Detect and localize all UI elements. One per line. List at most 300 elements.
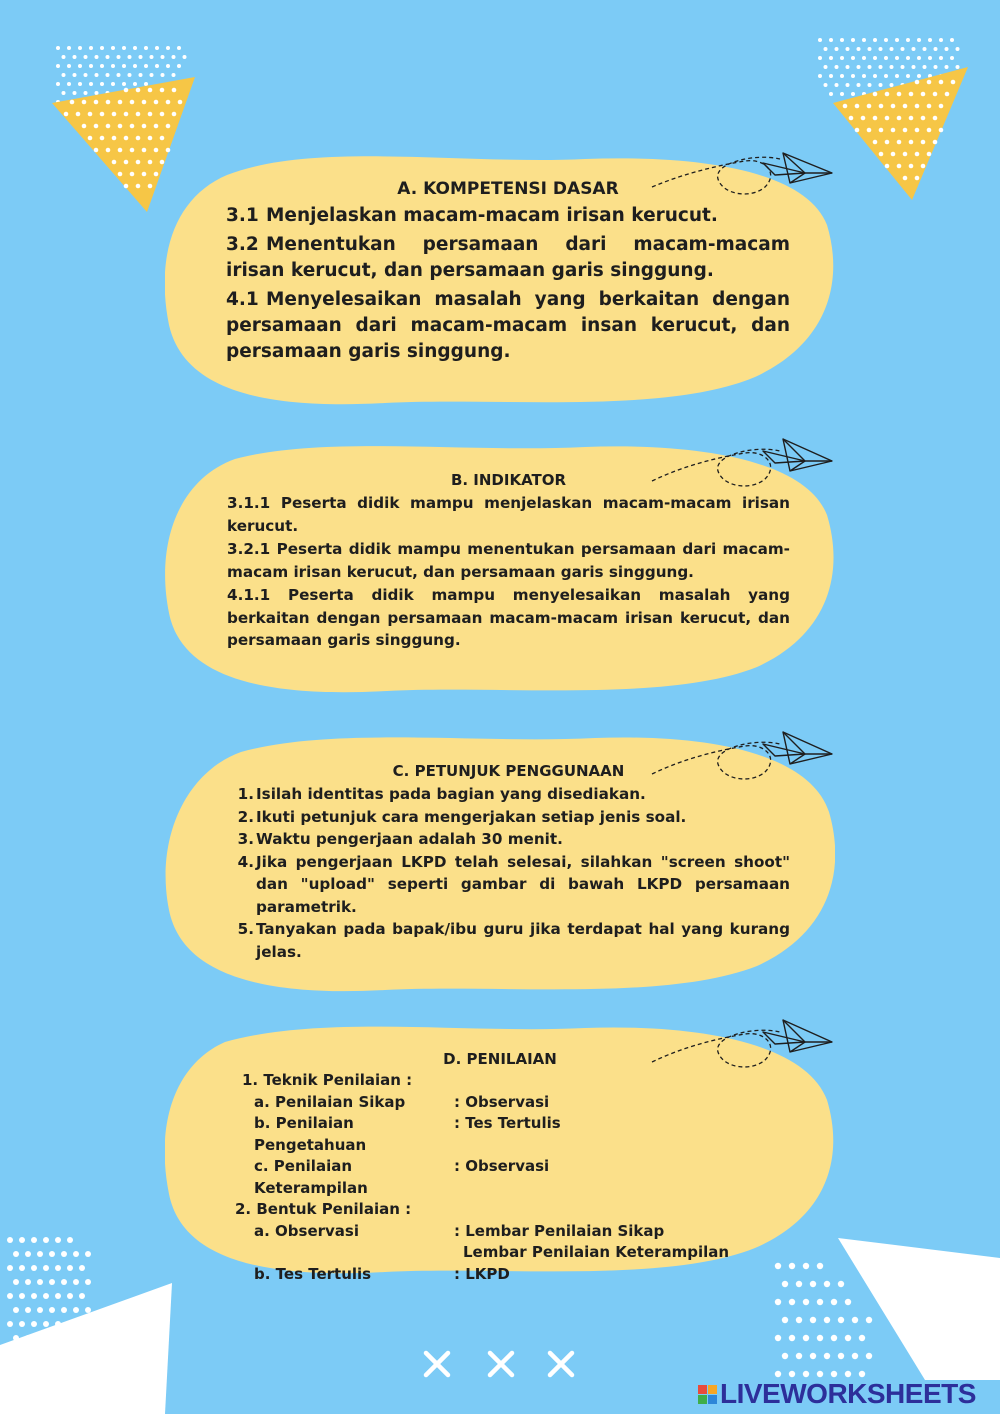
decor-dot [851, 56, 855, 60]
decor-dot [840, 38, 844, 42]
decor-dot [89, 46, 93, 50]
decor-dot [49, 1251, 55, 1257]
decor-dot [136, 88, 141, 93]
decor-dot [118, 124, 123, 129]
decor-dot [912, 47, 916, 51]
decor-dot [31, 1293, 37, 1299]
decor-dot [909, 164, 914, 169]
decor-dot [933, 92, 938, 97]
decor-dot [79, 1293, 85, 1299]
decor-dot [840, 56, 844, 60]
decor-dot [838, 1353, 844, 1359]
decor-dot [939, 104, 944, 109]
indicator-item: 4.1.1 Peserta didik mampu menyelesaikan masalah yang berkaitan dengan persamaan macam-macam irisan kerucut, dan persamaan garis singgung. [227, 586, 790, 649]
decor-dot [94, 148, 99, 153]
decor-dot [884, 74, 888, 78]
decor-dot [13, 1251, 19, 1257]
decor-dot [775, 1371, 781, 1377]
decor-dot [111, 82, 115, 86]
decor-dot [906, 74, 910, 78]
decor-dot [891, 104, 896, 109]
decor-dot [73, 91, 77, 95]
decor-dot [891, 152, 896, 157]
decor-dot [855, 128, 860, 133]
decor-dot [915, 80, 920, 85]
decor-dot [100, 112, 105, 117]
decor-dot [855, 104, 860, 109]
decor-dot [824, 65, 828, 69]
decor-dot [906, 38, 910, 42]
teknik-list [235, 1092, 790, 1200]
decor-dot [927, 128, 932, 133]
decor-dot [909, 92, 914, 97]
decor-dot [895, 56, 899, 60]
decor-dot [885, 164, 890, 169]
decor-dot [49, 1307, 55, 1313]
decor-dot [49, 1279, 55, 1285]
decor-dot [921, 164, 926, 169]
decor-dot [897, 164, 902, 169]
decor-dot [843, 104, 848, 109]
decor-dot [923, 65, 927, 69]
decor-dot [56, 46, 60, 50]
teknik-row: c. Penilaian Keterampilan : Observasi [254, 1157, 550, 1197]
decor-dot [879, 83, 883, 87]
decor-dot [124, 160, 129, 165]
decor-dot [7, 1321, 13, 1327]
decor-dot [79, 1265, 85, 1271]
decor-dot [166, 124, 171, 129]
decor-dot [824, 47, 828, 51]
list-item: 5. Tanyakan pada bapak/ibu guru jika terdapat hal yang kurang jelas. [237, 920, 790, 961]
decor-dot [31, 1321, 37, 1327]
decor-dot [82, 124, 87, 129]
decor-dot [100, 82, 104, 86]
decor-dot [796, 1281, 802, 1287]
decor-dot [915, 128, 920, 133]
card-penilaian [165, 1016, 835, 1283]
decor-dot [831, 1371, 837, 1377]
decor-dot [76, 112, 81, 117]
decor-dot [956, 47, 960, 51]
bentuk-row: b. Tes Tertulis : LKPD [254, 1264, 510, 1283]
decor-dot [177, 64, 181, 68]
decor-dot [37, 1251, 43, 1257]
decor-dot [55, 1265, 61, 1271]
decor-dot [885, 116, 890, 121]
decor-dot [148, 184, 153, 189]
decor-dot [928, 56, 932, 60]
decor-dot [903, 128, 908, 133]
decor-dot [868, 65, 872, 69]
decor-dot [915, 104, 920, 109]
decor-dot [142, 100, 147, 105]
decor-dot [136, 184, 141, 189]
decor-dot [897, 116, 902, 121]
decor-dot [19, 1265, 25, 1271]
decor-dot [122, 64, 126, 68]
decor-dot [130, 172, 135, 177]
decor-dot [927, 152, 932, 157]
decor-dot [845, 1299, 851, 1305]
decor-dot [118, 100, 123, 105]
decor-dot [19, 1293, 25, 1299]
list-item: 4. Jika pengerjaan LKPD telah selesai, silahkan "screen shoot" dan "upload" seperti gambar di bawah LKPD persamaan parametrik. [237, 852, 790, 916]
decor-dot [112, 160, 117, 165]
decor-dot [62, 91, 66, 95]
decor-dot [130, 124, 135, 129]
decor-dot [89, 82, 93, 86]
decor-dot [782, 1317, 788, 1323]
decor-dot [818, 38, 822, 42]
decor-dot [67, 46, 71, 50]
decor-dot [867, 104, 872, 109]
decor-dot [56, 64, 60, 68]
decor-dot [849, 116, 854, 121]
decor-dot [142, 148, 147, 153]
card-petunjuk-penggunaan [165, 728, 835, 1000]
decor-dot [803, 1335, 809, 1341]
decor-dot [148, 88, 153, 93]
decor-dot [917, 74, 921, 78]
liveworksheets-logo-icon [698, 1385, 717, 1404]
decor-dot [172, 73, 176, 77]
decor-dot [73, 55, 77, 59]
decor-dot [859, 1371, 865, 1377]
decor-dot [78, 82, 82, 86]
decor-dot [84, 91, 88, 95]
decor-dot [67, 82, 71, 86]
bentuk-list [235, 1221, 790, 1286]
decor-dot [154, 100, 159, 105]
decor-dot [879, 65, 883, 69]
decor-dot [172, 112, 177, 117]
decor-dot [950, 38, 954, 42]
decor-dot [846, 83, 850, 87]
watermark-text: LIVEWORKSHEETS [720, 1378, 976, 1409]
decor-dot [824, 83, 828, 87]
decor-dot [775, 1335, 781, 1341]
decor-dot [161, 73, 165, 77]
decor-dot [917, 38, 921, 42]
decor-dot [903, 104, 908, 109]
kd-item: 3.1 Menjelaskan macam-macam irisan kerucut. [226, 205, 718, 226]
decor-dot [78, 46, 82, 50]
decor-dot [139, 55, 143, 59]
decor-dot [128, 55, 132, 59]
decor-dot [845, 1371, 851, 1377]
decor-dot [106, 55, 110, 59]
decor-dot [130, 100, 135, 105]
decor-dot [128, 73, 132, 77]
decor-dot [106, 100, 111, 105]
decor-dot [148, 136, 153, 141]
decor-dot [73, 73, 77, 77]
decor-dot [789, 1371, 795, 1377]
decor-dot [43, 1321, 49, 1327]
decor-dot [906, 56, 910, 60]
decor-dot [13, 1279, 19, 1285]
decor-dot [934, 47, 938, 51]
decor-dot [873, 38, 877, 42]
decor-dot [939, 56, 943, 60]
white-triangle-bottom-left [0, 1283, 172, 1414]
decor-dot [144, 46, 148, 50]
decor-dot [172, 88, 177, 93]
decor-dot [130, 148, 135, 153]
section-title: B. INDIKATOR [450, 471, 567, 489]
decor-dot [166, 64, 170, 68]
decor-dot [879, 128, 884, 133]
decor-dot [873, 116, 878, 121]
list-item: 1. Isilah identitas pada bagian yang disediakan. [237, 785, 646, 803]
decor-dot [100, 136, 105, 141]
decor-dot [831, 1299, 837, 1305]
decor-dot [106, 148, 111, 153]
section-title: C. PETUNJUK PENGGUNAAN [392, 762, 625, 780]
decor-dot [857, 65, 861, 69]
decor-dot [148, 160, 153, 165]
decor-dot [85, 1251, 91, 1257]
decor-dot [903, 152, 908, 157]
decor-dot [124, 184, 129, 189]
decor-dot [933, 140, 938, 145]
decor-dot [817, 1299, 823, 1305]
decor-dot [789, 1335, 795, 1341]
decor-dot [835, 65, 839, 69]
decor-dot [7, 1293, 13, 1299]
list-item: 3. Waktu pengerjaan adalah 30 menit. [237, 830, 563, 848]
decor-dot [890, 47, 894, 51]
decor-dot [78, 64, 82, 68]
decor-dot [851, 38, 855, 42]
indicator-item: 3.1.1 Peserta didik mampu menjelaskan macam-macam irisan kerucut. [227, 494, 790, 535]
decor-dot [824, 1281, 830, 1287]
decor-dot [19, 1321, 25, 1327]
list-item: 2. Ikuti petunjuk cara mengerjakan setiap jenis soal. [237, 807, 687, 826]
decor-dot [956, 65, 960, 69]
decor-dot [148, 112, 153, 117]
decor-dot [923, 47, 927, 51]
decor-dot [873, 92, 878, 97]
bentuk-row: a. Observasi : Lembar Penilaian Sikap [254, 1221, 665, 1240]
decor-dot [775, 1299, 781, 1305]
decor-dot [62, 73, 66, 77]
decor-dot [73, 1279, 79, 1285]
decor-dot [934, 65, 938, 69]
decor-dot [61, 1279, 67, 1285]
decor-dot [133, 82, 137, 86]
decor-dot [67, 64, 71, 68]
decor-dot [7, 1265, 13, 1271]
decor-dot [885, 92, 890, 97]
decor-dot [70, 100, 75, 105]
decor-dot [818, 56, 822, 60]
decor-dot [183, 55, 187, 59]
decor-dot [927, 80, 932, 85]
decor-dot [37, 1307, 43, 1313]
decor-dot [852, 1353, 858, 1359]
decor-dot [945, 47, 949, 51]
decor-dot [879, 104, 884, 109]
decor-dot [25, 1279, 31, 1285]
decor-dot [838, 1281, 844, 1287]
decor-dot [859, 1335, 865, 1341]
card-kompetensi-dasar [165, 145, 835, 413]
decor-dot [862, 56, 866, 60]
decor-dot [909, 140, 914, 145]
decor-dot [884, 38, 888, 42]
decor-dot [155, 64, 159, 68]
decor-dot [111, 64, 115, 68]
decor-dot [909, 116, 914, 121]
decor-dot [112, 136, 117, 141]
decor-dot [817, 1371, 823, 1377]
decor-dot [835, 83, 839, 87]
decor-dot [829, 56, 833, 60]
teknik-row: b. Penilaian Pengetahuan : Tes Tertulis [254, 1114, 561, 1154]
decor-dot [873, 74, 877, 78]
card-indikator [165, 437, 835, 702]
decor-dot [172, 55, 176, 59]
yellow-triangle-top-right [833, 67, 968, 200]
x-marks [426, 1353, 572, 1375]
decor-dot [118, 148, 123, 153]
decor-dot [903, 176, 908, 181]
decor-dot [124, 112, 129, 117]
decor-dot [166, 100, 171, 105]
decor-dot [100, 46, 104, 50]
decor-dot [846, 65, 850, 69]
decor-dot [95, 55, 99, 59]
decor-dot [866, 1353, 872, 1359]
decor-dot [867, 128, 872, 133]
white-triangle-bottom-right [838, 1238, 1000, 1380]
decor-dot [852, 1317, 858, 1323]
decor-dot [866, 1317, 872, 1323]
decor-dot [94, 124, 99, 129]
decor-dot [67, 1293, 73, 1299]
decor-dot [144, 82, 148, 86]
decor-dot [150, 55, 154, 59]
decor-dot [927, 104, 932, 109]
liveworksheets-watermark [698, 1378, 976, 1410]
decor-dot [789, 1299, 795, 1305]
decor-dot [82, 100, 87, 105]
decor-dot [160, 112, 165, 117]
decor-dot [846, 47, 850, 51]
decor-dot [895, 74, 899, 78]
decor-dot [154, 148, 159, 153]
decor-dot [62, 55, 66, 59]
decor-dot [945, 92, 950, 97]
instruction-list [227, 783, 790, 963]
decor-dot [31, 1265, 37, 1271]
decor-dot [31, 1237, 37, 1243]
decor-dot [868, 47, 872, 51]
decor-dot [829, 74, 833, 78]
decor-dot [139, 73, 143, 77]
decor-dot [921, 92, 926, 97]
decor-dot [106, 124, 111, 129]
decor-dot [136, 160, 141, 165]
decor-dot [921, 116, 926, 121]
decor-dot [824, 1353, 830, 1359]
paper-plane-icon [763, 439, 832, 471]
decor-dot [818, 74, 822, 78]
decor-dot [810, 1281, 816, 1287]
decor-dot [862, 38, 866, 42]
decor-dot [782, 1353, 788, 1359]
decor-dot [840, 74, 844, 78]
decor-dot [851, 74, 855, 78]
decor-dot [177, 46, 181, 50]
decor-dot [61, 1251, 67, 1257]
decor-dot [939, 128, 944, 133]
decor-dot [85, 1279, 91, 1285]
decor-dot [117, 55, 121, 59]
decor-dot [136, 136, 141, 141]
decor-dot [111, 46, 115, 50]
decor-dot [55, 1237, 61, 1243]
decor-dot [901, 65, 905, 69]
decor-dot [7, 1237, 13, 1243]
decor-dot [160, 88, 165, 93]
decor-dot [124, 88, 129, 93]
decor-dot [37, 1279, 43, 1285]
decor-dot [61, 1307, 67, 1313]
decor-dot [117, 73, 121, 77]
decor-dot [857, 83, 861, 87]
decor-dot [100, 64, 104, 68]
decor-dot [73, 1251, 79, 1257]
decor-dot [835, 47, 839, 51]
kd-item: 3.2 Menentukan persamaan dari macam-macam irisan kerucut, dan persamaan garis singgung. [226, 234, 790, 281]
decor-dot [178, 100, 183, 105]
decor-dot [89, 64, 93, 68]
decor-dot [891, 128, 896, 133]
decor-dot [142, 124, 147, 129]
decor-dot [873, 140, 878, 145]
decor-dot [25, 1307, 31, 1313]
decor-dot [133, 64, 137, 68]
decor-dot [945, 65, 949, 69]
decor-dot [43, 1265, 49, 1271]
decor-dot [43, 1237, 49, 1243]
decor-dot [796, 1317, 802, 1323]
decor-dot [829, 38, 833, 42]
decor-dot [890, 83, 894, 87]
decor-dot [118, 172, 123, 177]
decor-dot [155, 46, 159, 50]
decor-dot [94, 100, 99, 105]
decor-dot [67, 1265, 73, 1271]
decor-dot [73, 1307, 79, 1313]
decor-dot [829, 92, 833, 96]
decor-dot [67, 1237, 73, 1243]
decor-dot [154, 172, 159, 177]
assessment-heading: 2. Bentuk Penilaian : [235, 1200, 412, 1218]
decor-dot [895, 38, 899, 42]
decor-dot [884, 56, 888, 60]
decor-dot [112, 112, 117, 117]
decor-dot [122, 46, 126, 50]
decor-dot [950, 56, 954, 60]
decor-dot [851, 92, 855, 96]
section-title: A. KOMPETENSI DASAR [397, 179, 619, 199]
decor-dot [154, 124, 159, 129]
bentuk-row: Lembar Penilaian Keterampilan [463, 1243, 730, 1261]
